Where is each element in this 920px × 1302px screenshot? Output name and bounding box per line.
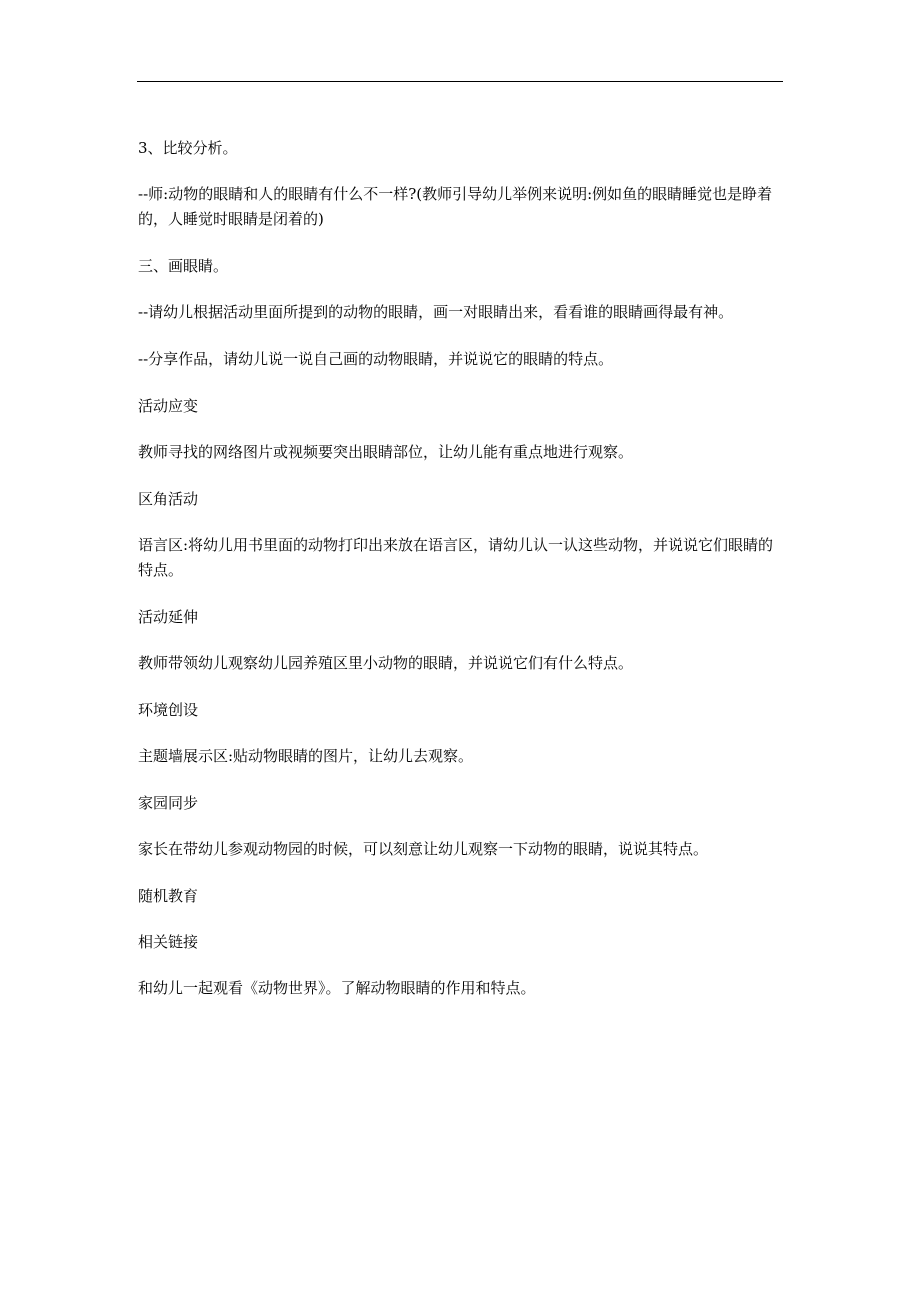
paragraph-home-school: 家长在带幼儿参观动物园的时候，可以刻意让幼儿观察一下动物的眼睛，说说其特点。 (138, 840, 709, 858)
paragraph-extension: 教师带领幼儿观察幼儿园养殖区里小动物的眼睛，并说说它们有什么特点。 (138, 654, 634, 672)
paragraph-language-corner: 语言区:将幼儿用书里面的动物打印出来放在语言区，请幼儿认一认这些动物，并说说它们眼睛的特点。 (138, 536, 774, 579)
section-heading-corner-activity: 区角活动 (138, 490, 199, 508)
document-body (138, 136, 786, 1023)
paragraph-teacher-question: --师:动物的眼睛和人的眼睛有什么不一样?(教师引导幼儿举例来说明:例如鱼的眼睛睡觉也是睁着的，人睡觉时眼睛是闭着的) (138, 185, 773, 228)
section-heading-compare: 3、比较分析。 (138, 139, 238, 157)
paragraph-share-works: --分享作品，请幼儿说一说自己画的动物眼睛，并说说它的眼睛的特点。 (138, 350, 614, 368)
paragraph-environment: 主题墙展示区:贴动物眼睛的图片，让幼儿去观察。 (138, 747, 474, 765)
section-heading-extension: 活动延伸 (138, 608, 199, 626)
section-heading-related-links: 相关链接 (138, 933, 199, 951)
paragraph-draw-instruction: --请幼儿根据活动里面所提到的动物的眼睛，画一对眼睛出来，看看谁的眼睛画得最有神。 (138, 303, 734, 321)
section-heading-draw-eyes: 三、画眼睛。 (138, 257, 229, 275)
section-heading-home-school: 家园同步 (138, 794, 199, 812)
header-rule (137, 81, 783, 82)
section-heading-random-education: 随机教育 (138, 887, 199, 905)
paragraph-adaptation: 教师寻找的网络图片或视频要突出眼睛部位，让幼儿能有重点地进行观察。 (138, 443, 634, 461)
section-heading-environment: 环境创设 (138, 701, 199, 719)
section-heading-adaptation: 活动应变 (138, 397, 199, 415)
paragraph-related-links: 和幼儿一起观看《动物世界》。了解动物眼睛的作用和特点。 (138, 979, 536, 997)
